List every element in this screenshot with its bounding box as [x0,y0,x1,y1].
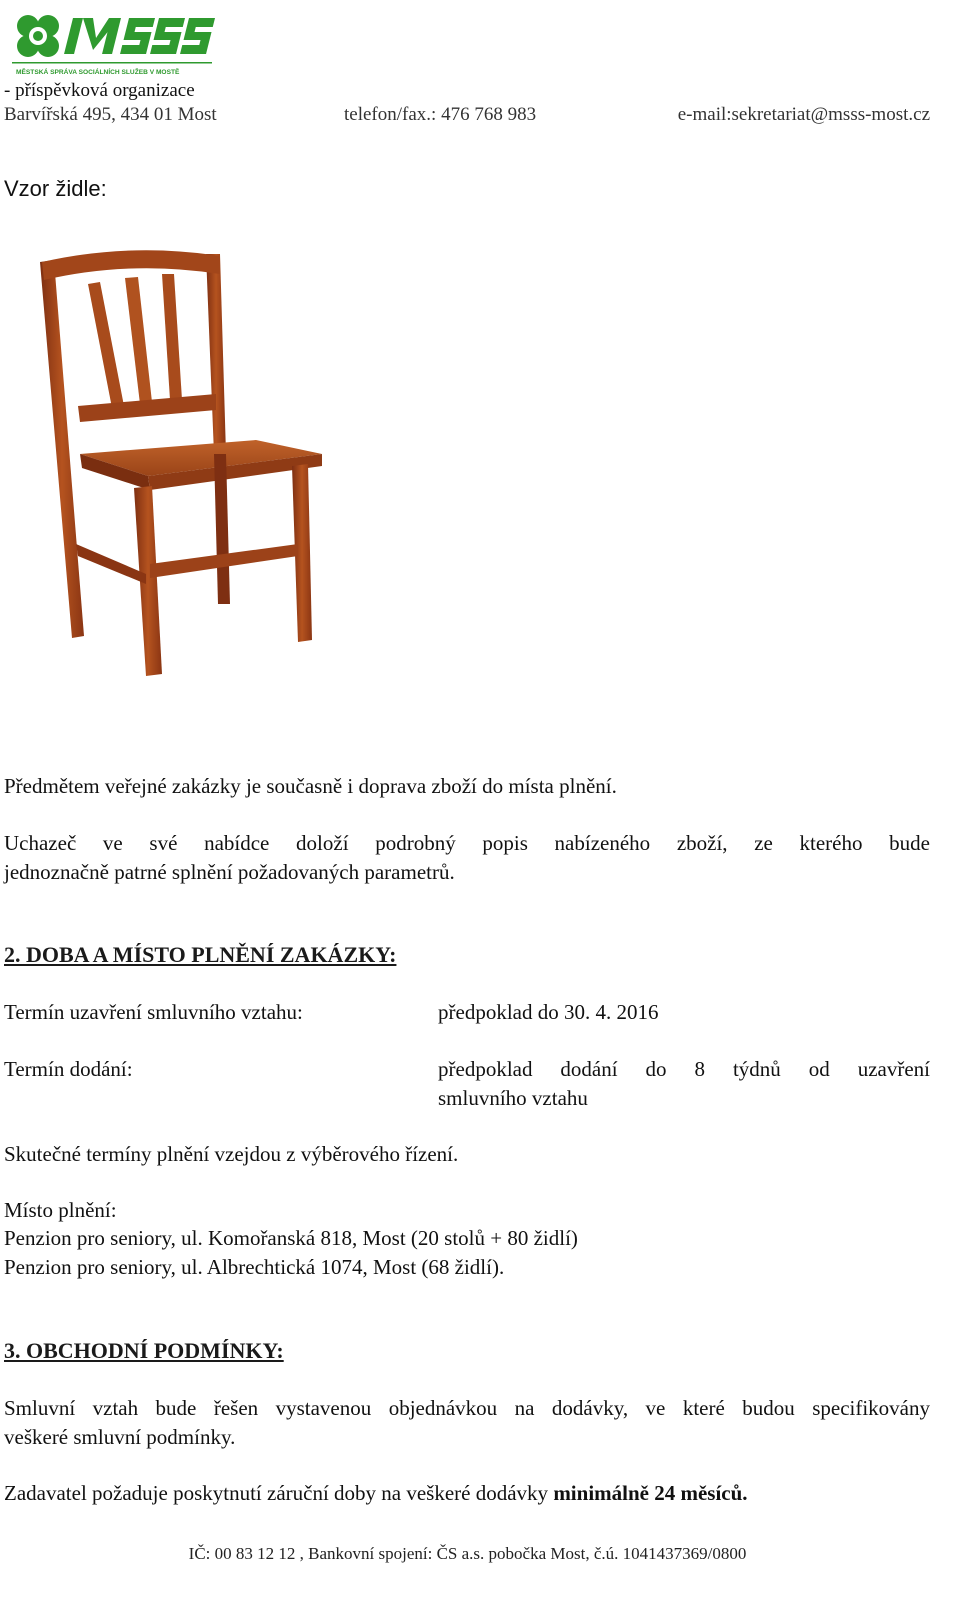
section-3-heading: 3. OBCHODNÍ PODMÍNKY: [4,1338,284,1363]
org-email[interactable]: e-mail:sekretariat@msss-most.cz [677,104,930,125]
msss-logo [4,6,216,78]
org-type: - příspěvková organizace [4,80,195,101]
delivery-term-value-line1: předpoklad dodání do 8 týdnů od uzavření [438,1057,930,1081]
warranty-period: minimálně 24 měsíců. [553,1481,748,1505]
logo-subtitle: MĚSTSKÁ SPRÁVA SOCIÁLNÍCH SLUŽEB V MOSTĚ [16,69,180,76]
place-label: Místo plnění: [4,1198,117,1222]
place-2: Penzion pro seniory, ul. Albrechtická 1074, Most (68 židlí). [4,1255,505,1279]
applicant-paragraph-line2: jednoznačně patrné splnění požadovaných parametrů. [4,860,455,884]
warranty-text: Zadavatel požaduje poskytnutí záruční doby na veškeré dodávky [4,1481,549,1505]
org-address: Barvířská 495, 434 01 Most [4,104,217,125]
delivery-term-label: Termín dodání: [4,1057,133,1081]
org-phone: telefon/fax.: 476 768 983 [344,104,537,125]
actual-terms: Skutečné termíny plnění vzejdou z výběrového řízení. [4,1142,459,1166]
chair-image [30,244,340,684]
contract-term-value: předpoklad do 30. 4. 2016 [438,1000,659,1024]
contract-term-label: Termín uzavření smluvního vztahu: [4,1000,303,1024]
contract-conditions-line1: Smluvní vztah bude řešen vystavenou objednávkou na dodávky, ve které budou specifikovány [4,1396,930,1420]
sample-label: Vzor židle: [4,176,107,201]
place-1: Penzion pro seniory, ul. Komořanská 818, Most (20 stolů + 80 židlí) [4,1226,578,1250]
footer-bank-info: IČ: 00 83 12 12 , Bankovní spojení: ČS a.s. pobočka Most, č.ú. 1041437369/0800 [188,1544,747,1563]
applicant-paragraph-line1: Uchazeč ve své nabídce doloží podrobný popis nabízeného zboží, ze kterého bude [4,831,930,855]
warranty-paragraph [4,1479,748,1508]
contract-conditions-line2: veškeré smluvní podmínky. [4,1425,236,1449]
delivery-paragraph: Předmětem veřejné zakázky je současně i doprava zboží do místa plnění. [4,774,617,798]
section-2-heading: 2. DOBA A MÍSTO PLNĚNÍ ZAKÁZKY: [4,942,397,967]
delivery-term-value-line2: smluvního vztahu [438,1086,588,1110]
